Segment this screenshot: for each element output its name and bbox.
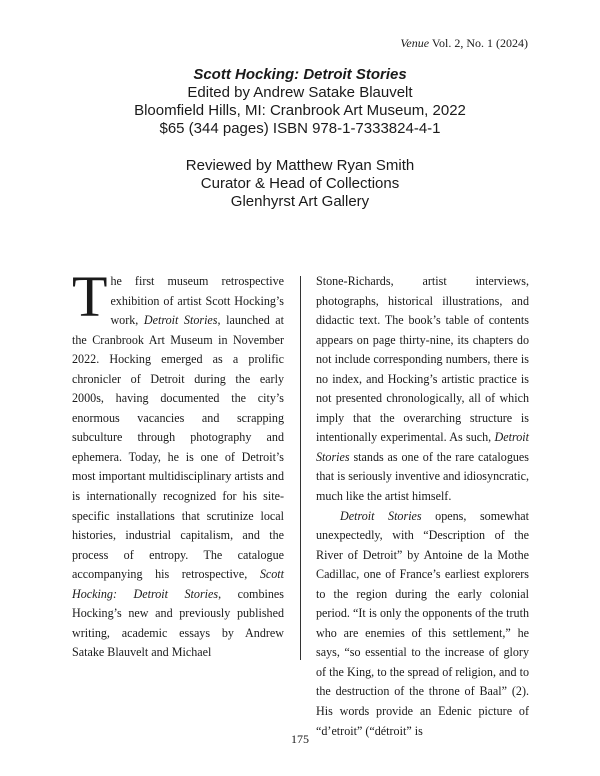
paragraph-2: Detroit Stories opens, somewhat unexpectedly, with “Description of the River of Detroit” by Antoine de la Mothe Cadillac, one of France’s earliest explorers to the region during the early colonial period. “It is only the opponents of the truth who are enemies of this settlement,” he says, “so essential to the increase of glory of the King, to the spread of religion, and to the destruction of the throne of Baal” (2). His words provide an Edenic picture of “d’etroit” (“détroit” is (316, 508, 529, 738)
running-header (400, 36, 528, 51)
editor-line: Edited by Andrew Satake Blauvelt (187, 84, 413, 101)
italic-title: Detroit Stories (316, 430, 529, 464)
title-block (72, 66, 528, 211)
drop-cap: T (72, 264, 108, 329)
italic-title: Detroit Stories (143, 313, 218, 328)
column-divider (300, 276, 301, 660)
reviewer-byline: Reviewed by Matthew Ryan Smith (185, 157, 415, 174)
paragraph-1: Stone-Richards, artist interviews, photographs, historical illustrations, and didactic text. The book’s table of contents appears on page thirty-nine, its chapters do not include corresponding numbers, there is no index, and Hocking’s artistic practice is not presented chronologically, all of which imply that the overarching structure is intentionally experimental. As such, Detroit Stories stands as one of the rare catalogues that is seriously inventive and idiosyncratic, much like the artist himself. (316, 274, 529, 504)
publisher-line: Bloomfield Hills, MI: Cranbrook Art Museum, 2022 (134, 102, 466, 119)
reviewer-institution: Glenhyrst Art Gallery (230, 193, 370, 210)
text-column-left (72, 264, 285, 663)
italic-title: Detroit Stories (340, 508, 422, 523)
price-isbn-line: $65 (344 pages) ISBN 978-1-7333824-4-1 (159, 120, 441, 137)
text-column-right (316, 272, 529, 741)
book-title: Scott Hocking: Detroit Stories (193, 66, 407, 83)
page-number: 175 (291, 732, 309, 746)
paragraph-1: The first museum retrospective exhibition of artist Scott Hocking’s work, Detroit Stories, launched at the Cranbrook Art Museum in November 2022. Hocking emerged as a prolific chronicler of Detroit during the early 2000s, having documented the city’s enormous vacancies and scrapping subculture through photography and ephemera. Today, he is one of Detroit’s most important multidisciplinary artists and is internationally recognized for his site-specific installations that scrutinize local histories, industrial capitalism, and the process of entropy. The catalogue accompanying his retrospective, Scott Hocking: Detroit Stories, combines Hocking’s new and previously published writing, academic essays by Andrew Satake Blauvelt and Michael (72, 264, 285, 660)
italic-title: Scott Hocking: Detroit Stories (72, 567, 284, 601)
issue-info: Vol. 2, No. 1 (2024) (431, 36, 528, 50)
reviewer-position: Curator & Head of Collections (200, 175, 400, 192)
journal-name: Venue (400, 36, 430, 50)
